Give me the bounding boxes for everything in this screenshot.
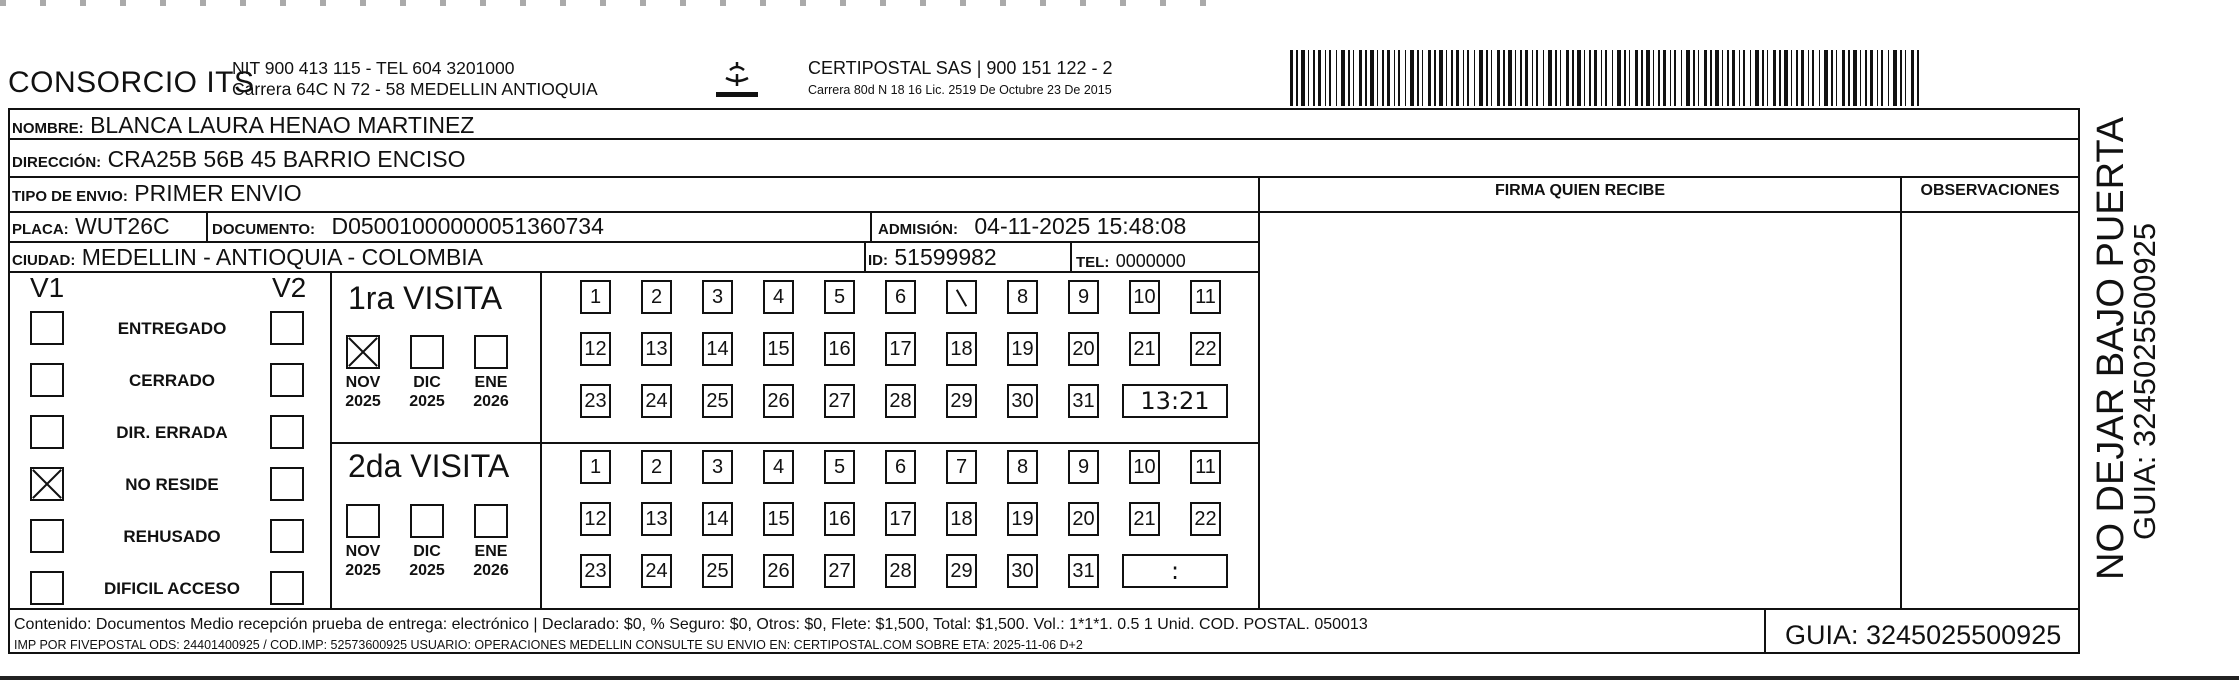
side-note (2090, 60, 2163, 580)
visit2-day-box[interactable]: 22 (1190, 502, 1221, 536)
observaciones-area[interactable] (1904, 214, 2076, 606)
visit1-day-box[interactable]: 2 (641, 280, 672, 314)
certipostal-address: Carrera 80d N 18 16 Lic. 2519 De Octubre 23 De 2015 (808, 83, 1112, 97)
visit1-day-box[interactable]: 10 (1129, 280, 1160, 314)
ciudad-row (12, 244, 483, 271)
visit1-day-box[interactable]: 17 (885, 332, 916, 366)
tipo-envio-label: TIPO DE ENVIO: (12, 188, 128, 205)
divider (540, 271, 542, 608)
visit1-day-box[interactable]: 31 (1068, 384, 1099, 418)
visit2-day-box[interactable]: 11 (1190, 450, 1221, 484)
visit2-month-name: NOV (345, 543, 381, 560)
visit1-month-year: 2025 (345, 393, 381, 410)
placa-label: PLACA: (12, 221, 69, 238)
guia-number: GUIA: 3245025500925 (1785, 620, 2062, 650)
v2-header: V2 (272, 272, 307, 303)
divider (1258, 176, 1260, 608)
nombre-label: NOMBRE: (12, 120, 84, 137)
divider (330, 271, 332, 608)
visit2-day-box[interactable]: 30 (1007, 554, 1038, 588)
visit1-month-label (338, 373, 388, 411)
visit1-day-box[interactable]: 26 (763, 384, 794, 418)
visit1-day-box[interactable]: 3 (702, 280, 733, 314)
visit2-day-box[interactable]: 13 (641, 502, 672, 536)
certipostal-nit: CERTIPOSTAL SAS | 900 151 122 - 2 (808, 58, 1113, 78)
visit2-day-box[interactable]: 7 (946, 450, 977, 484)
visit2-title: 2da VISITA (348, 448, 510, 484)
tel-label: TEL: (1076, 254, 1110, 271)
visit2-day-box[interactable]: 16 (824, 502, 855, 536)
visit1-day-box[interactable]: 14 (702, 332, 733, 366)
visit2-day-box[interactable]: 4 (763, 450, 794, 484)
status-v2-checkbox[interactable] (270, 571, 304, 605)
visit1-day-box[interactable]: 6 (885, 280, 916, 314)
impresion-line: IMP POR FIVEPOSTAL ODS: 24401400925 / COD.IMP: 52573600925 USUARIO: OPERACIONES MEDELLIN CONSULTE SU ENVIO EN: CERTIPOSTAL.COM SOBRE ETA: 2025-11-06 D+2 (14, 638, 1083, 652)
visit2-day-box[interactable]: 10 (1129, 450, 1160, 484)
visit1-day-box[interactable]: 29 (946, 384, 977, 418)
status-v2-checkbox[interactable] (270, 415, 304, 449)
visit2-day-box[interactable]: 6 (885, 450, 916, 484)
visit2-day-box[interactable]: 18 (946, 502, 977, 536)
tel-row (1076, 246, 1186, 273)
direccion-value: CRA25B 56B 45 BARRIO ENCISO (107, 146, 466, 172)
nombre-row (12, 112, 474, 139)
visit2-day-box[interactable]: 29 (946, 554, 977, 588)
status-v2-checkbox[interactable] (270, 467, 304, 501)
status-label: CERRADO (129, 371, 215, 390)
visit1-day-box[interactable]: 13 (641, 332, 672, 366)
visit1-day-box[interactable]: 5 (824, 280, 855, 314)
visit1-month-checkbox[interactable] (474, 335, 508, 369)
status-v1-checkbox[interactable] (30, 311, 64, 345)
divider (330, 442, 1258, 444)
divider (206, 211, 208, 241)
visit2-month-name: DIC (413, 543, 441, 560)
divider (1900, 176, 1902, 608)
visit1-day-box[interactable]: 30 (1007, 384, 1038, 418)
visit1-day-box[interactable]: 15 (763, 332, 794, 366)
visit2-day-box[interactable]: 2 (641, 450, 672, 484)
visit2-day-box[interactable]: 14 (702, 502, 733, 536)
id-label: ID: (868, 252, 888, 269)
visit2-day-box[interactable]: 19 (1007, 502, 1038, 536)
documento-label: DOCUMENTO: (212, 221, 316, 238)
visit1-time-box[interactable]: 13:21 (1122, 384, 1228, 418)
documento-value: D05001000000051360734 (331, 213, 604, 239)
placa-value: WUT26C (75, 213, 170, 239)
observaciones-header: OBSERVACIONES (1920, 182, 2060, 199)
visit2-day-box[interactable]: 17 (885, 502, 916, 536)
visit2-day-box[interactable]: 15 (763, 502, 794, 536)
v1-header: V1 (30, 272, 65, 303)
visit1-month-year: 2025 (409, 393, 445, 410)
status-v2-checkbox[interactable] (270, 363, 304, 397)
certipostal-logo (712, 58, 762, 102)
status-label: DIFICIL ACCESO (103, 579, 240, 598)
visit2-month-checkbox[interactable] (474, 504, 508, 538)
divider (1764, 608, 1766, 654)
divider (2078, 108, 2080, 654)
status-label: DIR. ERRADA (116, 423, 228, 442)
status-label: ENTREGADO (117, 319, 227, 338)
contenido-line: Contenido: Documentos Medio recepción prueba de entrega: electrónico | Declarado: $0, % Seguro: $0, Otros: $0, Flete: $1,500, Total: $1,500. Vol.: 1*1*1. 0.5 1 Unid. COD. POSTAL. 050013 (14, 616, 1368, 633)
admision-row (878, 213, 1186, 240)
visit2-month-year: 2026 (473, 562, 509, 579)
visit2-month-label (402, 542, 452, 580)
visit2-day-box[interactable]: 27 (824, 554, 855, 588)
visit1-day-box[interactable]: 1 (580, 280, 611, 314)
documento-row (212, 213, 604, 240)
status-label: REHUSADO (123, 527, 221, 546)
visit2-day-box[interactable]: 3 (702, 450, 733, 484)
company-address: Carrera 64C N 72 - 58 MEDELLIN ANTIOQUIA (232, 79, 598, 99)
signature-area[interactable] (1262, 214, 1898, 606)
visit2-month-year: 2025 (409, 562, 445, 579)
visit1-day-box[interactable]: 18 (946, 332, 977, 366)
status-label: NO RESIDE (125, 475, 219, 494)
admision-label: ADMISIÓN: (878, 221, 958, 238)
visit1-month-year: 2026 (473, 393, 509, 410)
placa-row (12, 213, 170, 240)
visit1-day-box[interactable]: 9 (1068, 280, 1099, 314)
visit1-day-box[interactable]: 28 (885, 384, 916, 418)
direccion-label: DIRECCIÓN: (12, 154, 102, 171)
tipo-envio-value: PRIMER ENVIO (134, 180, 302, 206)
visit1-month-checkbox[interactable] (346, 335, 380, 369)
ciudad-value: MEDELLIN - ANTIOQUIA - COLOMBIA (81, 244, 484, 270)
divider (8, 271, 1258, 273)
id-row (868, 244, 997, 271)
visit1-month-label (466, 373, 516, 411)
visit1-month-name: DIC (413, 374, 441, 391)
ciudad-label: CIUDAD: (12, 252, 76, 269)
company-nit: NIT 900 413 115 - TEL 604 3201000 (232, 58, 515, 78)
visit1-month-checkbox[interactable] (410, 335, 444, 369)
visit1-day-box[interactable]: 20 (1068, 332, 1099, 366)
visit1-day-box[interactable] (946, 280, 977, 314)
visit1-day-box[interactable]: 24 (641, 384, 672, 418)
barcode (1290, 50, 1930, 106)
visit1-month-name: ENE (474, 374, 508, 391)
scan-artifact (0, 0, 1240, 6)
tel-value: 0000000 (1115, 251, 1186, 271)
id-value: 51599982 (894, 244, 997, 270)
visit2-month-checkbox[interactable] (346, 504, 380, 538)
bottom-edge (0, 676, 2239, 680)
visit2-month-label (338, 542, 388, 580)
status-v1-checkbox[interactable] (30, 363, 64, 397)
visit2-month-year: 2025 (345, 562, 381, 579)
visit2-day-box[interactable]: 28 (885, 554, 916, 588)
status-v1-checkbox[interactable] (30, 415, 64, 449)
status-v2-checkbox[interactable] (270, 519, 304, 553)
status-v1-checkbox[interactable] (30, 467, 64, 501)
visit1-day-box[interactable]: 12 (580, 332, 611, 366)
visit1-day-box[interactable]: 11 (1190, 280, 1221, 314)
visit1-day-box[interactable]: 19 (1007, 332, 1038, 366)
visit2-day-box[interactable]: 8 (1007, 450, 1038, 484)
status-v1-checkbox[interactable] (30, 571, 64, 605)
visit2-month-name: ENE (474, 543, 508, 560)
visit2-day-box[interactable]: 21 (1129, 502, 1160, 536)
visit1-day-box[interactable]: 27 (824, 384, 855, 418)
visit1-title: 1ra VISITA (348, 280, 503, 316)
visit2-day-box[interactable]: 31 (1068, 554, 1099, 588)
visit2-day-box[interactable]: 5 (824, 450, 855, 484)
visit2-day-box[interactable]: 1 (580, 450, 611, 484)
status-v2-checkbox[interactable] (270, 311, 304, 345)
divider (870, 211, 872, 241)
divider (8, 608, 2080, 610)
visit2-day-box[interactable]: 12 (580, 502, 611, 536)
visit2-time-box[interactable]: : (1122, 554, 1228, 588)
visit2-day-box[interactable]: 26 (763, 554, 794, 588)
visit2-day-box[interactable]: 9 (1068, 450, 1099, 484)
firma-header: FIRMA QUIEN RECIBE (1494, 182, 1666, 199)
nombre-value: BLANCA LAURA HENAO MARTINEZ (90, 112, 475, 138)
visit1-month-label (402, 373, 452, 411)
visit2-day-box[interactable]: 23 (580, 554, 611, 588)
visit1-day-box[interactable]: 21 (1129, 332, 1160, 366)
divider (8, 176, 2080, 178)
tipo-envio-row (12, 180, 302, 207)
company-name: CONSORCIO ITS (8, 66, 255, 99)
visit2-month-checkbox[interactable] (410, 504, 444, 538)
no-dejar-bajo-puerta: NO DEJAR BAJO PUERTA (2090, 116, 2132, 580)
visit2-day-box[interactable]: 25 (702, 554, 733, 588)
visit1-day-box[interactable]: 22 (1190, 332, 1221, 366)
visit2-day-box[interactable]: 24 (641, 554, 672, 588)
visit1-day-box[interactable]: 25 (702, 384, 733, 418)
visit1-day-box[interactable]: 4 (763, 280, 794, 314)
side-guia: GUIA: 3245025500925 (2127, 222, 2162, 540)
visit1-month-name: NOV (345, 374, 381, 391)
visit1-day-box[interactable]: 16 (824, 332, 855, 366)
direccion-row (12, 146, 465, 173)
divider (1070, 241, 1072, 271)
status-v1-checkbox[interactable] (30, 519, 64, 553)
visit2-month-label (466, 542, 516, 580)
visit2-day-box[interactable]: 20 (1068, 502, 1099, 536)
divider (864, 241, 866, 271)
visit1-day-box[interactable]: 23 (580, 384, 611, 418)
admision-value: 04-11-2025 15:48:08 (974, 213, 1187, 239)
visit1-day-box[interactable]: 8 (1007, 280, 1038, 314)
